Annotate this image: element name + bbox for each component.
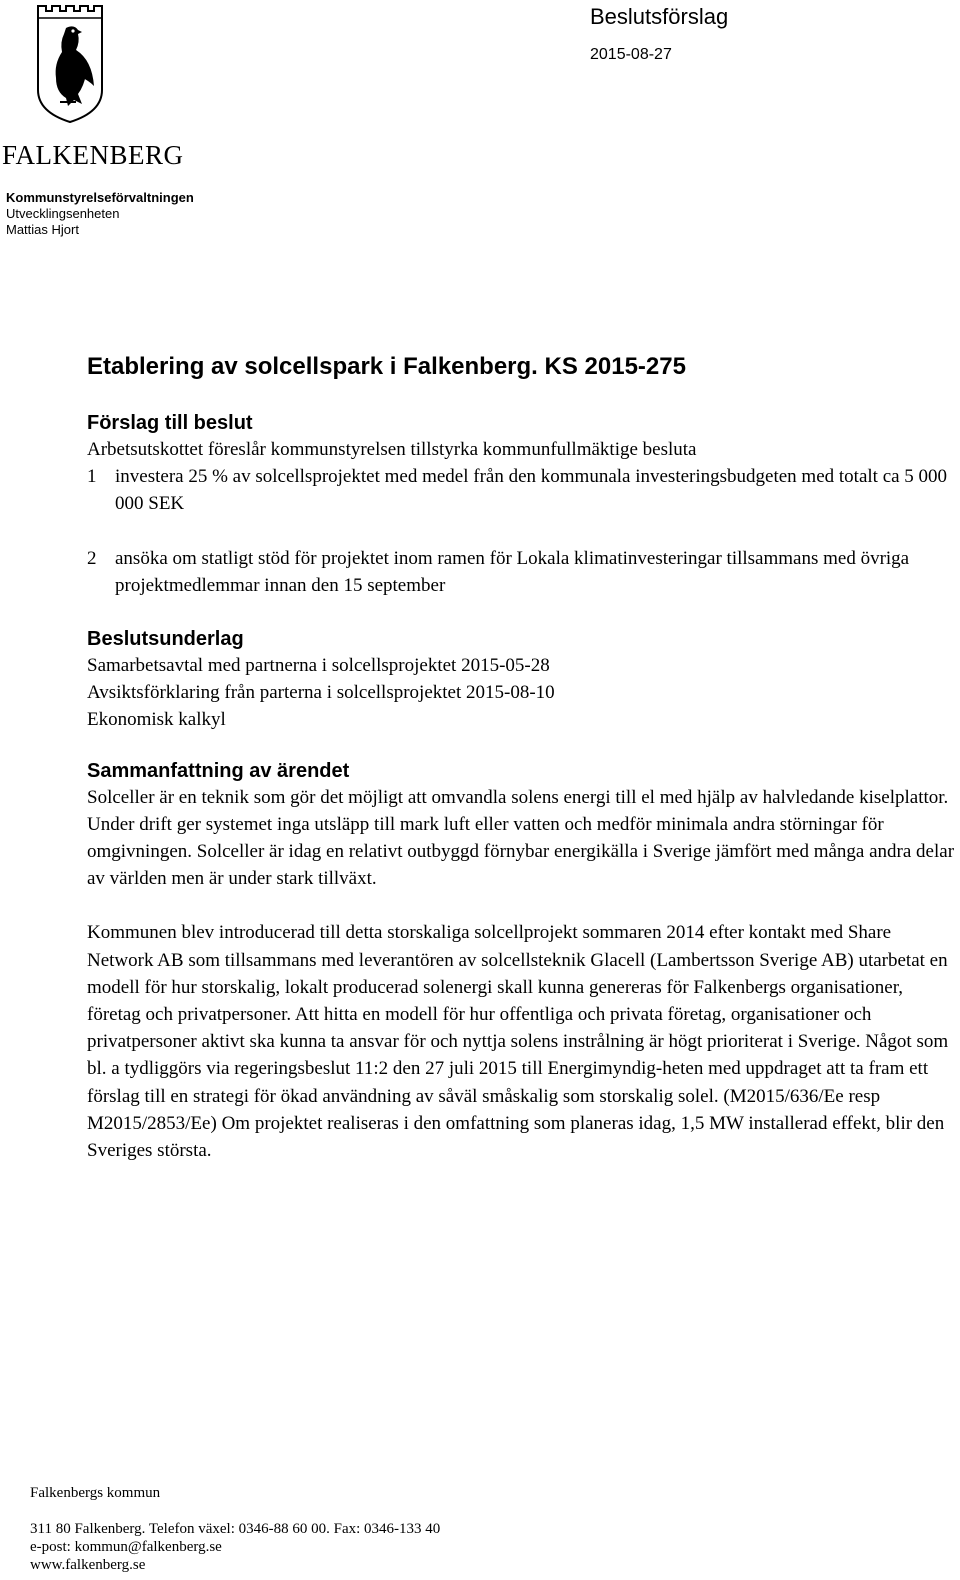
basis-line: Samarbetsavtal med partnerna i solcellsprojektet 2015-05-28	[87, 655, 550, 677]
proposal-item-number: 1	[87, 466, 97, 488]
proposal-intro: Arbetsutskottet föreslår kommunstyrelsen tillstyrka kommunfullmäktige besluta	[87, 439, 697, 460]
proposal-heading: Förslag till beslut	[87, 412, 253, 434]
logo-wordmark: FALKENBERG	[2, 140, 184, 170]
document-header	[590, 4, 728, 64]
sender-organization: Kommunstyrelseförvaltningen	[6, 190, 194, 205]
summary-paragraph: Solceller är en teknik som gör det möjligt att omvandla solens energi till el med hjälp av halvledande kiselplattor. Under drift ger systemet inga utsläpp till mark luft eller vatten och medför minimala andra störningar för omgivningen. Solceller är idag en relativt outbyggd förnybar energikälla i Sverige jämfört med många andra delar av världen men är under stark tillväxt.	[87, 786, 955, 890]
document-title: Etablering av solcellspark i Falkenberg. KS 2015-275	[87, 353, 686, 380]
document-footer	[30, 1484, 440, 1574]
summary-paragraph: Kommunen blev introducerad till detta storskaliga solcellprojekt sommaren 2014 efter kontakt med Share Network AB som tillsammans med leverantören av solcellsteknik Glacell (Lambertsson Sverige AB) utarbetat en modell för hur storskalig, lokalt producerad solenergi skall kunna genereras för Falkenbergs organisationer, företag och privatpersoner. Att hitta en modell för hur offentliga och privata företag, organisationer och privatpersoner aktivt ska kunna ta ansvar för och nyttja solens instrålning är högt prioriterat i Sverige. Något som bl. a tydliggörs via regeringsbeslut 11:2 den 27 juli 2015 till Energimyndig-heten med uppdraget att ta fram ett förslag till en strategi för ökad användning av såväl småskalig som storskalig solel. (M2015/636/Ee resp M2015/2853/Ee) Om projektet realiseras i den omfattning som planeras idag, 1,5 MW installerad effekt, blir den Sveriges största.	[87, 922, 949, 1162]
proposal-item	[87, 463, 955, 517]
document-type: Beslutsförslag	[590, 4, 729, 29]
proposal-item-number: 2	[87, 547, 97, 569]
footer-website: www.falkenberg.se	[30, 1557, 146, 1573]
basis-heading: Beslutsunderlag	[87, 628, 244, 651]
proposal-item	[87, 545, 955, 599]
sender-unit: Utvecklingsenheten	[6, 206, 120, 221]
sender-block	[6, 190, 194, 238]
footer-address: 311 80 Falkenberg. Telefon växel: 0346-88 60 00. Fax: 0346-133 40	[30, 1521, 441, 1537]
document-date: 2015-08-27	[590, 46, 672, 63]
footer-email: e-post: kommun@falkenberg.se	[30, 1539, 222, 1555]
proposal-item-text: investera 25 % av solcellsprojektet med medel från den kommunala investeringsbudgeten med totalt ca 5 000 000 SEK	[115, 466, 948, 515]
sender-name: Mattias Hjort	[6, 222, 79, 237]
basis-line: Avsiktsförklaring från parterna i solcellsprojektet 2015-08-10	[87, 682, 555, 704]
summary-heading: Sammanfattning av ärendet	[87, 759, 350, 782]
falcon-crest-icon	[36, 2, 104, 124]
proposal-item-text: ansöka om statligt stöd för projektet inom ramen för Lokala klimatinvesteringar tillsammans med övriga projektmedlemmar innan den 15 september	[115, 547, 910, 596]
footer-org-name: Falkenbergs kommun	[30, 1485, 161, 1501]
basis-line: Ekonomisk kalkyl	[87, 709, 226, 731]
document-body	[87, 352, 955, 1164]
